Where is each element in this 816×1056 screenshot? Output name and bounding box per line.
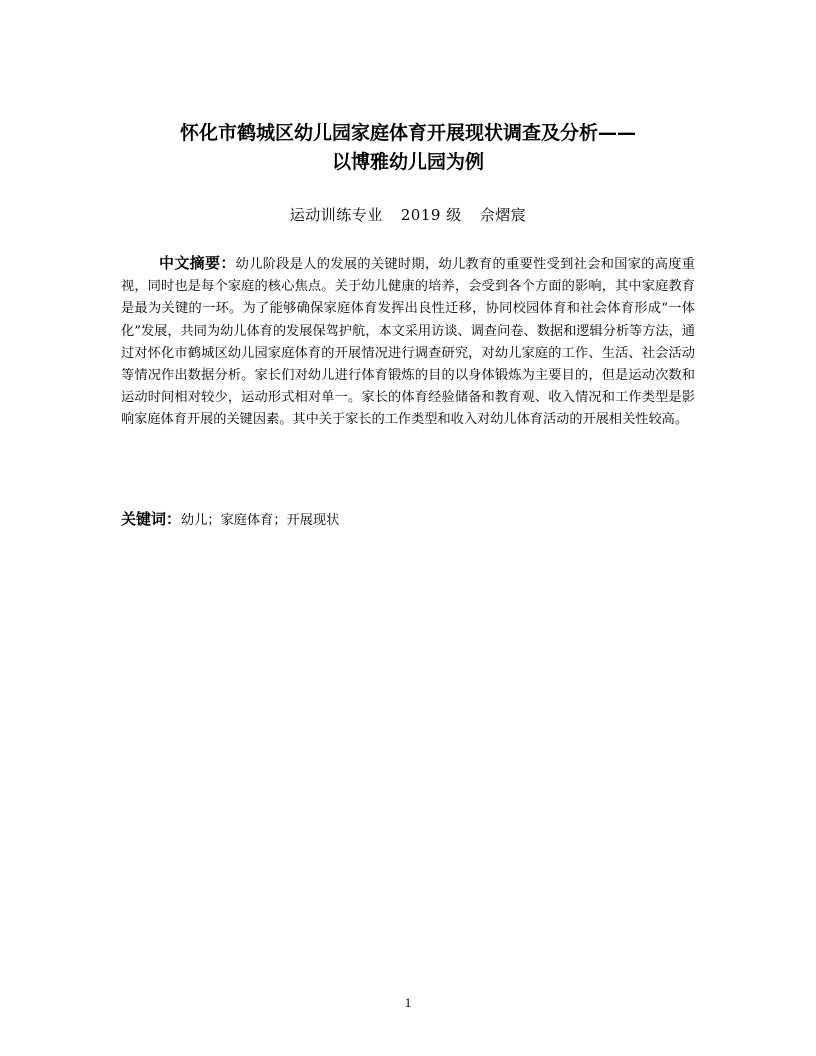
title-line-1: 怀化市鹤城区幼儿园家庭体育开展现状调查及分析—— — [179, 122, 636, 144]
abstract-text: 幼儿阶段是人的发展的关键时期，幼儿教育的重要性受到社会和国家的高度重视，同时也是每个家庭的核心焦点。关于幼儿健康的培养，会受到各个方面的影响，其中家庭教育是最为关键的一环。为了能够确保家庭体育发挥出良性迁移，协同校园体育和社会体育形成“一体化”发展，共同为幼儿体育的发展保驾护航，本文采用访谈、调查问卷、数据和逻辑分析等方法，通过对怀化市鹤城区幼儿园家庭体育的开展情况进行调查研究，对幼儿家庭的工作、生活、社会活动等情况作出数据分析。家长们对幼儿进行体育锻炼的目的以身体锻炼为主要目的，但是运动次数和运动时间相对较少，运动形式相对单一。家长的体育经验储备和教育观、收入情况和工作类型是影响家庭体育开展的关键因素。其中关于家长的工作类型和收入对幼儿体育活动的开展相关性较高。 — [121, 257, 695, 428]
abstract-paragraph — [121, 252, 695, 432]
keywords-line — [121, 508, 695, 532]
author-major: 运动训练专业 — [289, 206, 383, 224]
author-line — [100, 203, 716, 227]
keywords-text: 幼儿；家庭体育；开展现状 — [181, 513, 340, 528]
abstract-label: 中文摘要： — [159, 254, 236, 272]
author-grade: 2019 级 — [400, 206, 462, 224]
title-line-2: 以博雅幼儿园为例 — [331, 151, 484, 173]
page-number: 1 — [404, 995, 412, 1010]
keywords-label: 关键词： — [121, 510, 182, 528]
author-name: 佘熠宸 — [479, 206, 527, 224]
